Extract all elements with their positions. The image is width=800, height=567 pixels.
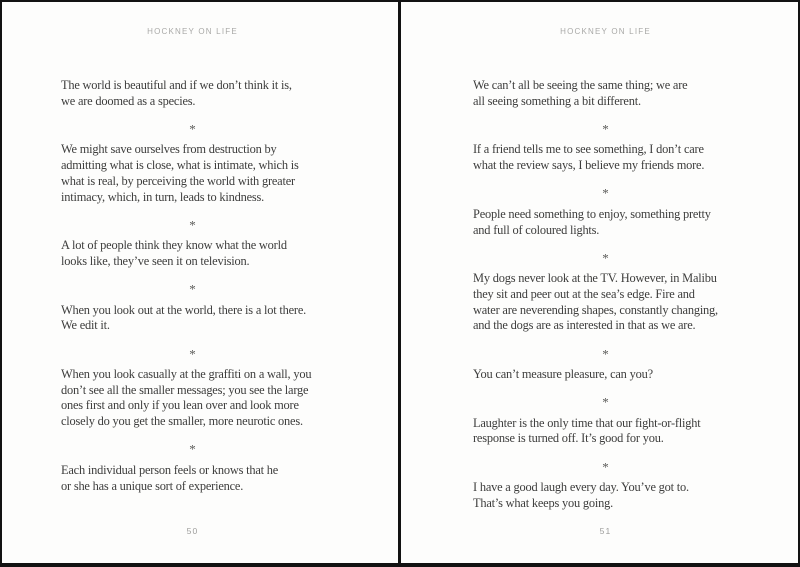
quote-line: People need something to enjoy, something pretty (473, 206, 711, 221)
quote-line: all seeing something a bit different. (473, 93, 641, 108)
quote-line: response is turned off. It’s good for you. (473, 431, 664, 446)
asterisk-separator (61, 430, 324, 463)
quote-line: water are neverending shapes, constantly changing, (473, 302, 718, 317)
running-header: HOCKNEY ON LIFE (147, 27, 238, 36)
quote-line: intimacy, which, in turn, leads to kindness. (61, 189, 265, 204)
quote-line: When you look out at the world, there is a lot there. (61, 302, 307, 317)
quote (61, 238, 324, 269)
quote (473, 480, 738, 511)
quote-line: and the dogs are as interested in that as we are. (473, 318, 696, 333)
quote (473, 207, 738, 238)
quote-line: We edit it. (61, 318, 110, 333)
asterisk-icon: * (602, 394, 609, 410)
asterisk-icon: * (602, 250, 609, 266)
asterisk-separator (61, 334, 324, 367)
quote (473, 271, 738, 334)
asterisk-separator (473, 334, 738, 367)
page-number: 51 (599, 526, 612, 536)
asterisk-separator (473, 447, 738, 480)
quote-line: Laughter is the only time that our fight-or-flight (473, 415, 701, 430)
quote-line: don’t see all the smaller messages; you see the large (61, 382, 309, 397)
quote-line: The world is beautiful and if we don’t think it is, (61, 78, 292, 92)
right-page (401, 2, 798, 563)
asterisk-separator (61, 109, 324, 142)
asterisk-icon: * (602, 459, 609, 475)
quote (61, 303, 324, 334)
asterisk-separator (473, 383, 738, 416)
quote (473, 142, 738, 173)
quote (61, 142, 324, 205)
quote-line: looks like, they’ve seen it on television. (61, 253, 250, 268)
quote (61, 463, 324, 494)
asterisk-icon: * (189, 281, 196, 297)
asterisk-icon: * (602, 346, 609, 362)
quote-line: When you look casually at the graffiti on a wall, you (61, 367, 312, 382)
left-page-content (61, 2, 324, 563)
quote-line: You can’t measure pleasure, can you? (473, 367, 653, 382)
asterisk-separator (61, 205, 324, 238)
page-number: 50 (186, 526, 199, 536)
quote-line: If a friend tells me to see something, I don’t care (473, 142, 704, 157)
quote-line: I have a good laugh every day. You’ve got to. (473, 480, 689, 495)
asterisk-icon: * (602, 121, 609, 137)
asterisk-separator (61, 270, 324, 303)
quote (61, 78, 324, 109)
asterisk-icon: * (189, 121, 196, 137)
asterisk-icon: * (189, 217, 196, 233)
quote-line: We can’t all be seeing the same thing; we are (473, 78, 688, 92)
quote-line: A lot of people think they know what the world (61, 238, 287, 253)
quote-line: We might save ourselves from destruction by (61, 142, 277, 157)
quote-line: admitting what is close, what is intimate, which is (61, 158, 299, 173)
asterisk-separator (473, 238, 738, 271)
quote-line: what the review says, I believe my friends more. (473, 158, 705, 173)
quote (473, 416, 738, 447)
quote-line: or she has a unique sort of experience. (61, 478, 244, 493)
quote-line: That’s what keeps you going. (473, 495, 613, 510)
right-page-content (473, 2, 738, 563)
quote-line: they sit and peer out at the sea’s edge. Fire and (473, 286, 695, 301)
quote-list (473, 78, 738, 512)
asterisk-icon: * (602, 185, 609, 201)
quote-line: Each individual person feels or knows that he (61, 462, 279, 477)
running-header: HOCKNEY ON LIFE (560, 27, 651, 36)
quote-line: closely do you get the smaller, more neurotic ones. (61, 414, 303, 429)
asterisk-separator (473, 174, 738, 207)
quote-list (61, 78, 324, 494)
quote-line: and full of coloured lights. (473, 222, 600, 237)
asterisk-icon: * (189, 441, 196, 457)
quote (473, 367, 738, 383)
quote-line: ones first and only if you lean over and look more (61, 398, 299, 413)
asterisk-icon: * (189, 346, 196, 362)
asterisk-separator (473, 109, 738, 142)
quote (473, 78, 738, 109)
quote-line: My dogs never look at the TV. However, in Malibu (473, 271, 717, 286)
left-page (2, 2, 398, 563)
quote-line: what is real, by perceiving the world with greater (61, 173, 295, 188)
quote (61, 367, 324, 430)
quote-line: we are doomed as a species. (61, 93, 196, 108)
